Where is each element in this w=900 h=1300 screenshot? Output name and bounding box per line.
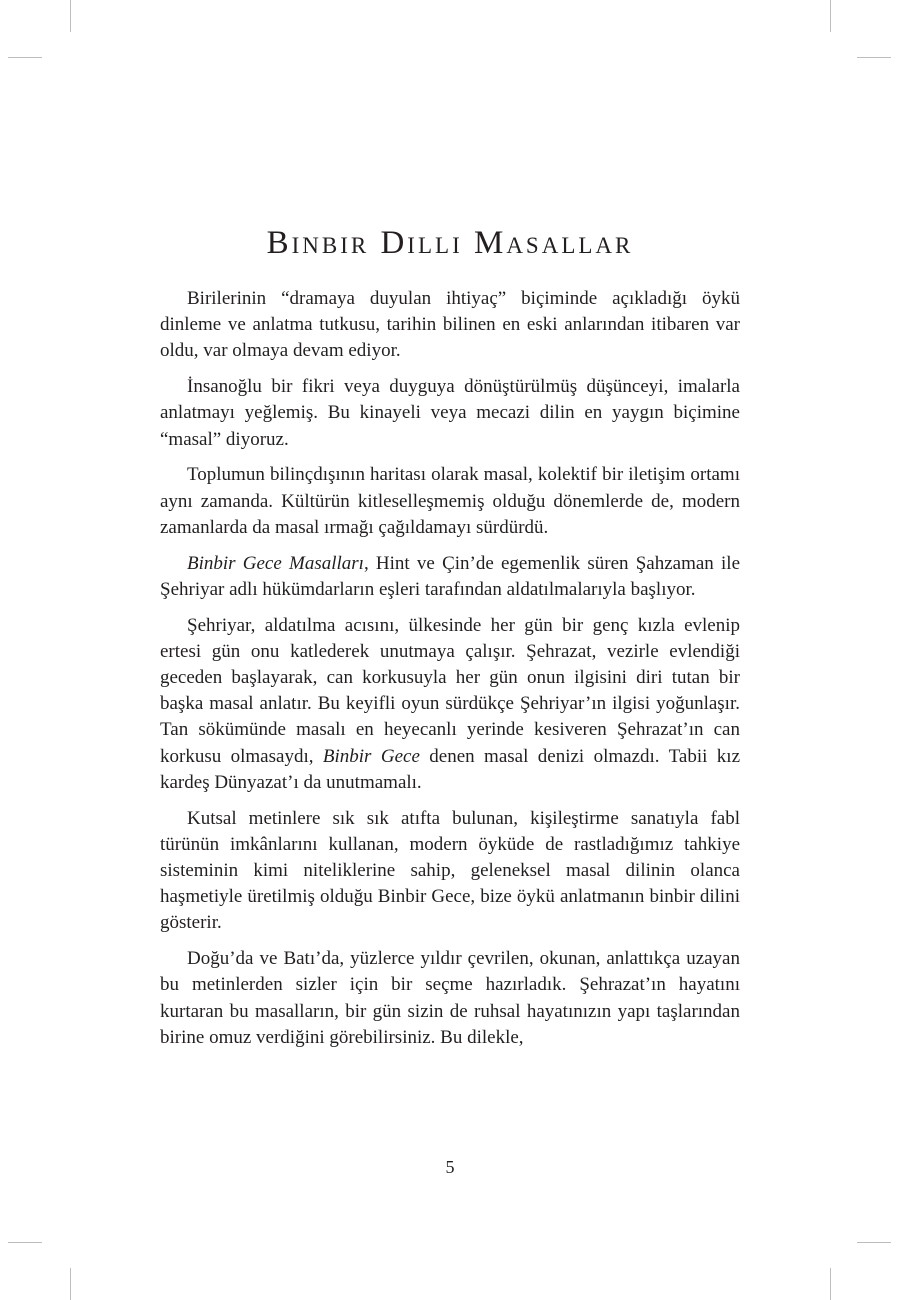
crop-mark-top-left-vertical [70,0,71,32]
crop-mark-bottom-left-horizontal [8,1242,42,1243]
crop-mark-top-right-vertical [830,0,831,32]
body-text [160,286,740,1061]
paragraph [160,806,740,937]
page-title: Binbir Dilli Masallar [266,225,634,261]
page-number: 5 [445,1157,455,1177]
paragraph-text: Birilerinin “dramaya duyulan ihtiyaç” biçiminde açıkladığı öykü dinleme ve anlatma tutkusu, tarihin bilinen en eski anlarından itibaren var oldu, var olmaya devam ediyor. [160,288,740,362]
italic-title-text: Binbir Gece [322,745,420,767]
paragraph-text: denen masal denizi olmazdı. Tabii kız kardeş Dünyazat’ı da unutmamalı. [160,745,741,793]
paragraph [160,374,740,453]
crop-mark-top-left-horizontal [8,57,42,58]
crop-mark-top-right-horizontal [857,57,891,58]
paragraph [160,946,740,1051]
paragraph-text: Kutsal metinlere sık sık atıfta bulunan, kişileştirme sanatıyla fabl türünün imkânlarını kullanan, modern öyküde de rastladığımız tahkiye sisteminin kimi niteliklerine sahip, geleneksel masal dilinin olanca haşmetiyle üretilmiş olduğu Binbir Gece, bize öykü anlatmanın binbir dilini gösterir. [160,807,740,934]
paragraph [160,613,740,796]
paragraph [160,286,740,365]
crop-mark-bottom-left-vertical [70,1268,71,1300]
italic-title-text: Binbir Gece Masalları [187,552,364,574]
paragraph-text: Doğu’da ve Batı’da, yüzlerce yıldır çevrilen, okunan, anlattıkça uzayan bu metinlerden sizler için bir seçme hazırladık. Şehrazat’ın hayatını kurtaran bu masalların, bir gün sizin de ruhsal hayatınızın yapı taşlarından birine omuz verdiğini görebilirsiniz. Bu dilekle, [160,948,740,1048]
paragraph-text: İnsanoğlu bir fikri veya duyguya dönüştürülmüş düşünceyi, imalarla anlatmayı yeğlemiş. Bu kinayeli veya mecazi dilin en yaygın biçimine “masal” diyoruz. [160,376,740,450]
paragraph-text: Şehriyar, aldatılma acısını, ülkesinde her gün bir genç kızla evlenip ertesi gün onu katlederek unutmaya çalışır. Şehrazat, vezirle evlendiği geceden başlayarak, can korkusuyla her gün onun ilgisini diri tutan bir başka masal anlatır. Bu keyifli oyun sürdükçe Şehriyar’ın ilgisi yoğunlaşır. Tan sökümünde masalı en heyecanlı yerinde kesiveren Şehrazat’ın can korkusu olmasaydı, [160,614,740,767]
paragraph-text: Toplumun bilinçdışının haritası olarak masal, kolektif bir iletişim ortamı aynı zamanda. Kültürün kitleselleşmemiş olduğu dönemlerde de, modern zamanlarda da masal ırmağı çağıldamayı sürdürdü. [160,464,740,538]
crop-mark-bottom-right-horizontal [857,1242,891,1243]
crop-mark-bottom-right-vertical [830,1268,831,1300]
paragraph [160,462,740,541]
paragraph-text: , Hint ve Çin’de egemenlik süren Şahzaman ile Şehriyar adlı hükümdarların eşleri tarafından aldatılmalarıyla başlıyor. [160,552,740,600]
paragraph [160,551,740,603]
